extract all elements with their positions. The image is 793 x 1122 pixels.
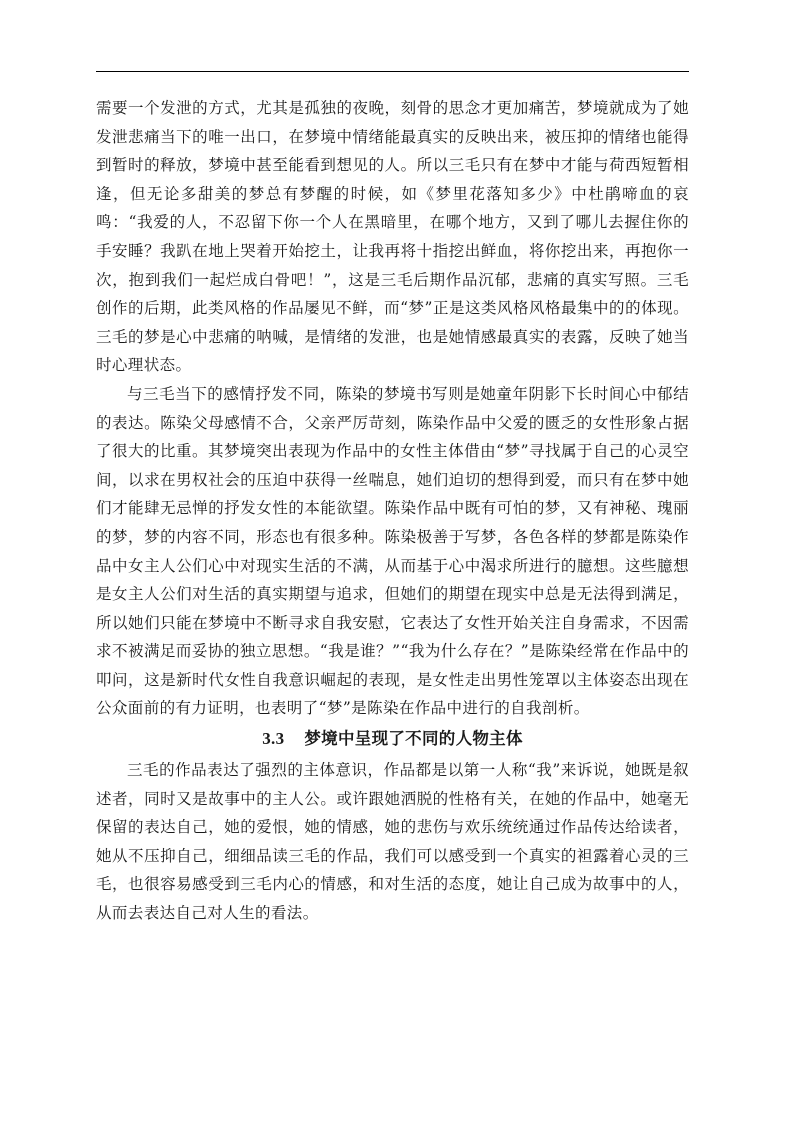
section-number: 3.3 (262, 729, 285, 749)
body-paragraph: 三毛的作品表达了强烈的主体意识，作品都是以第一人称“我”来诉说，她既是叙述者，同时又是故事中的主人公。或许跟她洒脱的性格有关，在她的作品中，她毫无保留的表达自己，她的爱恨，她的情感，她的悲伤与欢乐统统通过作品传达给读者，她从不压抑自己，细细品读三毛的作品，我们可以感受到一个真实的袒露着心灵的三毛，也很容易感受到三毛内心的情感，和对生活的态度，她让自己成为故事中的人，从而去表达自己对人生的看法。 (96, 761, 689, 923)
page-body (96, 94, 689, 928)
section-heading (96, 724, 689, 754)
header-rule (96, 71, 689, 72)
body-paragraph: 需要一个发泄的方式，尤其是孤独的夜晚，刻骨的思念才更加痛苦，梦境就成为了她发泄悲痛当下的唯一出口，在梦境中情绪能最真实的反映出来，被压抑的情绪也能得到暂时的释放，梦境中甚至能看到想见的人。所以三毛只有在梦中才能与荷西短暂相逢，但无论多甜美的梦总有梦醒的时候，如《梦里花落知多少》中杜鹃啼血的哀鸣：“我爱的人，不忍留下你一个人在黑暗里，在哪个地方，又到了哪儿去握住你的手安睡？我趴在地上哭着开始挖土，让我再将十指挖出鲜血，将你挖出来，再抱你一次，抱到我们一起烂成白骨吧！”，这是三毛后期作品沉郁，悲痛的真实写照。三毛创作的后期，此类风格的作品屡见不鲜，而“梦”正是这类风格风格最集中的的体现。三毛的梦是心中悲痛的呐喊，是情绪的发泄，也是她情感最真实的表露，反映了她当时心理状态。 (96, 99, 689, 375)
body-paragraph: 与三毛当下的感情抒发不同，陈染的梦境书写则是她童年阴影下长时间心中郁结的表达。陈染父母感情不合，父亲严厉苛刻，陈染作品中父爱的匮乏的女性形象占据了很大的比重。其梦境突出表现为作品中的女性主体借由“梦”寻找属于自己的心灵空间，以求在男权社会的压迫中获得一丝喘息，她们迫切的想得到爱，而只有在梦中她们才能肆无忌惮的抒发女性的本能欲望。陈染作品中既有可怕的梦，又有神秘、瑰丽的梦，梦的内容不同，形态也有很多种。陈染极善于写梦，各色各样的梦都是陈染作品中女主人公们心中对现实生活的不满，从而基于心中渴求所进行的臆想。这些臆想是女主人公们对生活的真实期望与追求，但她们的期望在现实中总是无法得到满足，所以她们只能在梦境中不断寻求自我安慰，它表达了女性开始关注自身需求，不因需求不被满足而妥协的独立思想。“我是谁？”“我为什么存在？”是陈染经常在作品中的叩问，这是新时代女性自我意识崛起的表现，是女性走出男性笼罩以主体姿态出现在公众面前的有力证明，也表明了“梦”是陈染在作品中进行的自我剖析。 (96, 384, 689, 718)
section-title: 梦境中呈现了不同的人物主体 (304, 729, 523, 749)
